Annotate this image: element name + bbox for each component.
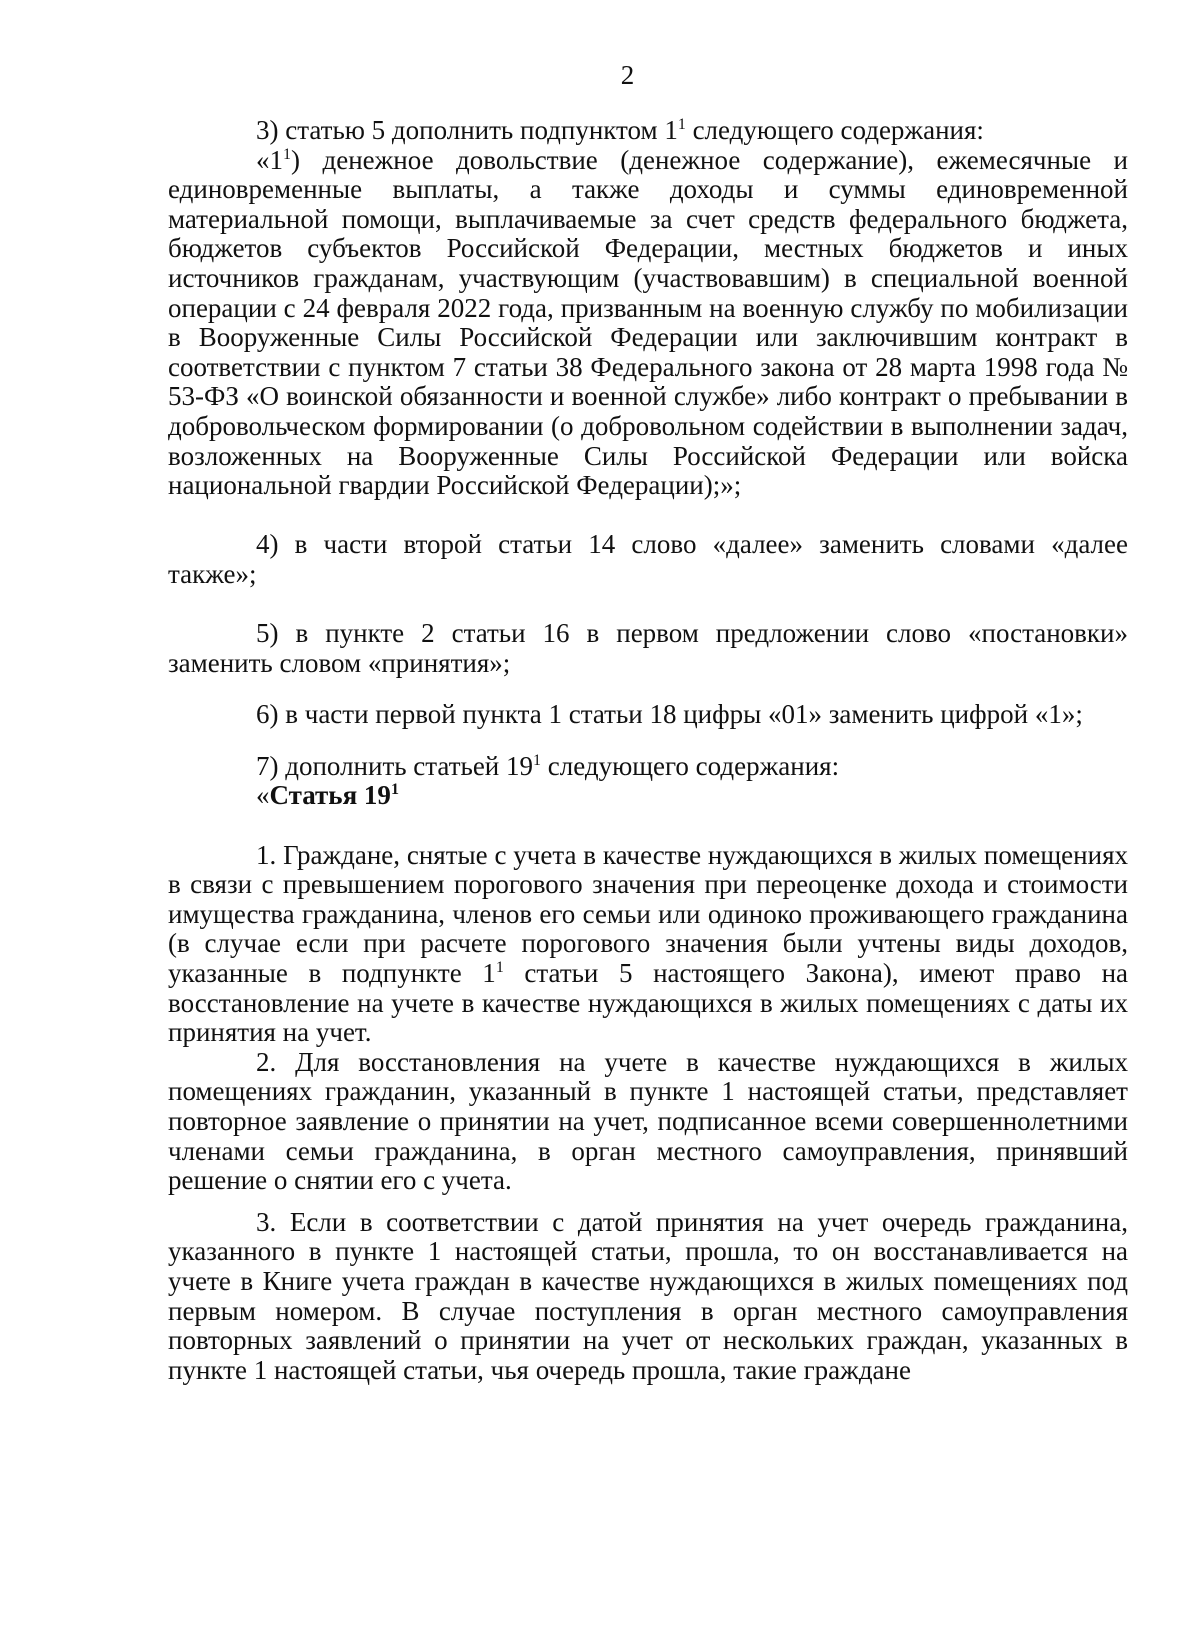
article-paragraph-3: 3. Если в соответствии с датой принятия на учет очередь гражданина, указанного в пункте 1 настоящей статьи, прошла, то он восстанавливается на учете в Книге учета граждан в качестве нуждающихся в жилых помещениях под первым номером. В случае поступления в орган местного самоуправления повторных заявлений о принятии на учет от нескольких граждан, указанных в пункте 1 настоящей статьи, чья очередь прошла, такие граждане xyxy=(168,1206,1128,1385)
amendment-item-7: 7) дополнить статьей $19^1$ следующего содержания: xyxy=(256,750,840,781)
article-paragraph-1: 1. Граждане, снятые с учета в качестве нуждающихся в жилых помещениях в связи с превышением порогового значения при переоценке дохода и стоимости имущества гражданина, членов его семьи или одиноко проживающего гражданина (в случае если при расчете порогового значения были учтены виды доходов, указанные в подпункте $1^1$ статьи 5 настоящего Закона), имеют право на восстановление на учете в качестве нуждающихся в жилых помещениях с даты их принятия на учет. xyxy=(168,839,1128,1048)
amendment-item-4: 4) в части второй статьи 14 слово «далее» заменить словами «далее также»; xyxy=(168,529,1128,589)
document-body xyxy=(168,116,1128,1385)
amendment-item-6: 6) в части первой пункта 1 статьи 18 цифры «01» заменить цифрой «1»; xyxy=(256,699,1083,730)
amendment-item-5: 5) в пункте 2 статьи 16 в первом предложении слово «постановки» заменить словом «принятия»; xyxy=(168,618,1128,678)
amendment-item-3: 3) статью 5 дополнить подпунктом $1^1$ следующего содержания: xyxy=(256,115,984,145)
amendment-item-3-quote: «$1^1$) денежное довольствие (денежное содержание), ежемесячные и единовременные выплаты, а также доходы и суммы единовременной материальной помощи, выплачиваемые за счет средств федерального бюджета, бюджетов субъектов Российской Федерации, местных бюджетов и иных источников гражданам, участвующим (участвовавшим) в специальной военной операции с 24 февраля 2022 года, призванным на военную службу по мобилизации в Вооруженные Силы Российской Федерации или заключившим контракт в соответствии с пунктом 7 статьи 38 Федерального закона от 28 марта 1998 года № 53-ФЗ «О воинской обязанности и военной службе» либо контракт о пребывании в добровольческом формировании (о добровольном содействии в выполнении задач, возложенных на Вооруженные Силы Российской Федерации или войска национальной гвардии Российской Федерации);»; xyxy=(168,144,1128,501)
article-paragraph-2: 2. Для восстановления на учете в качестве нуждающихся в жилых помещениях гражданин, указанный в пункте 1 настоящей статьи, представляет повторное заявление о принятии на учет, подписанное всеми совершеннолетними членами семьи гражданина, в орган местного самоуправления, принявший решение о снятии его с учета. xyxy=(168,1046,1128,1196)
page-number: 2 xyxy=(620,60,635,90)
article-heading: «Статья $19^1$ xyxy=(256,780,399,811)
